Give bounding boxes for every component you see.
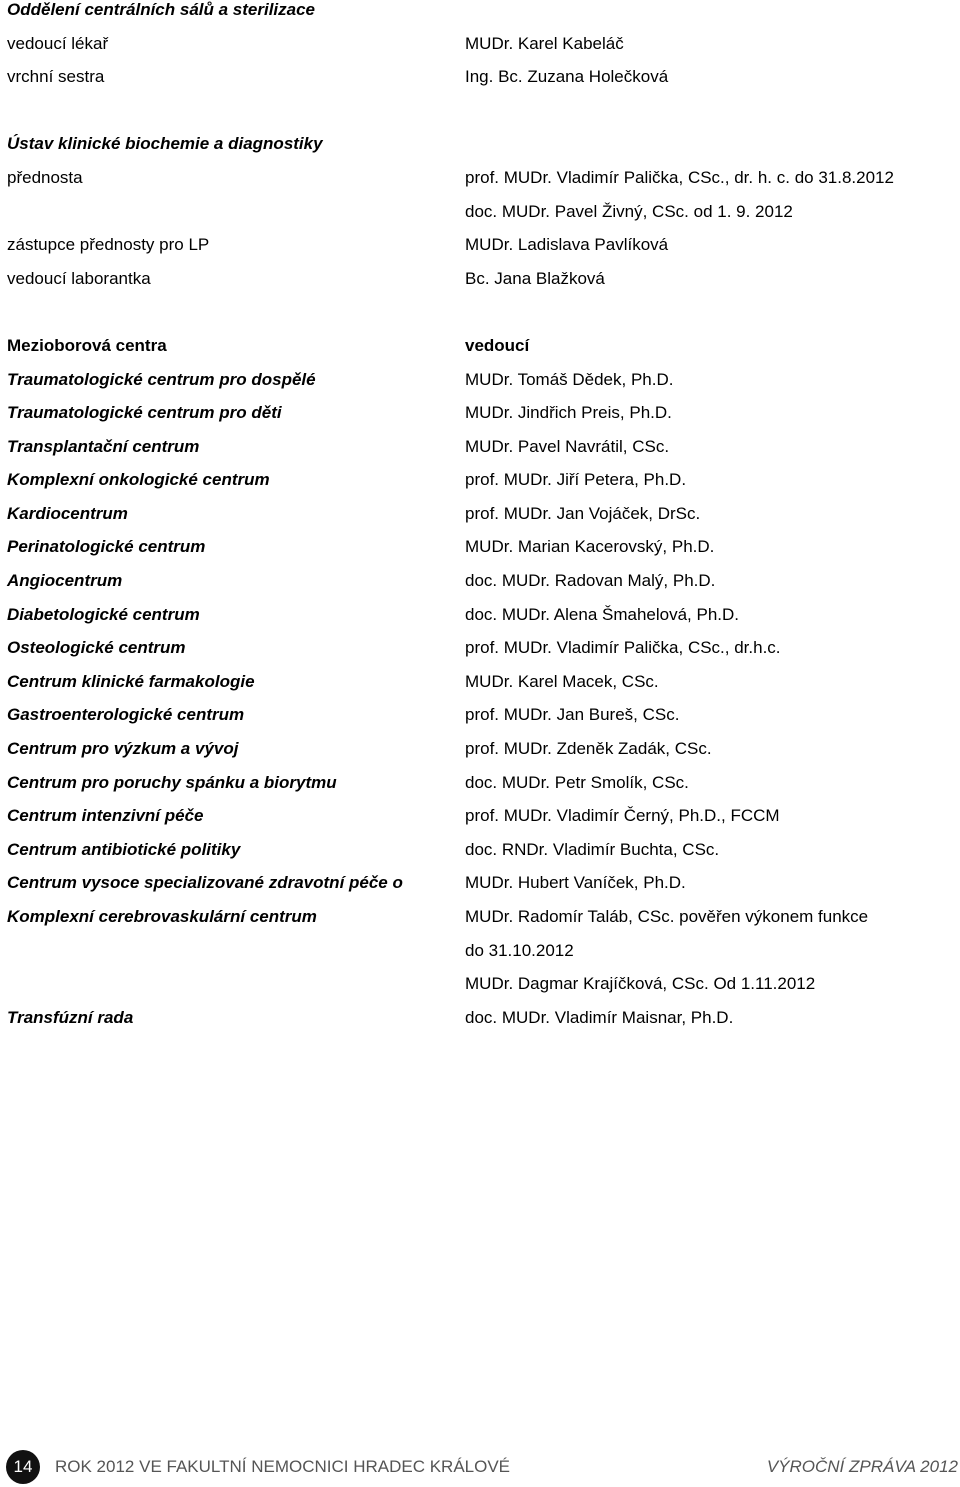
- center-head: MUDr. Tomáš Dědek, Ph.D.: [465, 370, 674, 389]
- footer-left-text: ROK 2012 VE FAKULTNÍ NEMOCNICI HRADEC KRÁLOVÉ: [55, 1457, 511, 1476]
- table-row: [0, 535, 960, 559]
- center-head: MUDr. Hubert Vaníček, Ph.D.: [465, 873, 686, 892]
- center-name: Komplexní onkologické centrum: [7, 470, 270, 489]
- center-head: MUDr. Karel Macek, CSc.: [465, 672, 659, 691]
- center-name: Perinatologické centrum: [7, 537, 206, 556]
- center-name: Traumatologické centrum pro dospělé: [7, 370, 316, 389]
- table-row: [0, 670, 960, 694]
- section-header: [0, 334, 960, 358]
- list-item: [0, 32, 960, 56]
- heads-column-header: vedoucí: [465, 336, 530, 355]
- center-head: MUDr. Dagmar Krajíčková, CSc. Od 1.11.2012: [465, 974, 816, 993]
- center-name: Centrum vysoce specializované zdravotní péče o: [7, 873, 403, 892]
- table-row: [0, 569, 960, 593]
- person-name: prof. MUDr. Vladimír Palička, CSc., dr. h. c. do 31.8.2012: [465, 168, 894, 187]
- center-head: prof. MUDr. Zdeněk Zadák, CSc.: [465, 739, 712, 758]
- table-row: [0, 804, 960, 828]
- footer-right-text: VÝROČNÍ ZPRÁVA 2012: [766, 1457, 958, 1476]
- table-row: [0, 468, 960, 492]
- center-name: Transfúzní rada: [7, 1008, 134, 1027]
- center-name: Centrum antibiotické politiky: [7, 840, 241, 859]
- center-head: doc. MUDr. Petr Smolík, CSc.: [465, 773, 689, 792]
- table-row: [0, 939, 960, 963]
- center-head: doc. MUDr. Vladimír Maisnar, Ph.D.: [465, 1008, 734, 1027]
- table-row: [0, 435, 960, 459]
- center-name: Traumatologické centrum pro děti: [7, 403, 282, 422]
- center-head: doc. MUDr. Radovan Malý, Ph.D.: [465, 571, 716, 590]
- center-name: Centrum klinické farmakologie: [7, 672, 255, 691]
- center-name: Diabetologické centrum: [7, 605, 200, 624]
- center-head: MUDr. Marian Kacerovský, Ph.D.: [465, 537, 715, 556]
- section2-title: Ústav klinické biochemie a diagnostiky: [7, 134, 323, 153]
- center-head: MUDr. Jindřich Preis, Ph.D.: [465, 403, 672, 422]
- center-head: do 31.10.2012: [465, 941, 574, 960]
- center-head: prof. MUDr. Jan Bureš, CSc.: [465, 705, 680, 724]
- table-row: [0, 636, 960, 660]
- list-item: [0, 65, 960, 89]
- center-head: prof. MUDr. Vladimír Černý, Ph.D., FCCM: [465, 806, 780, 825]
- center-name: Osteologické centrum: [7, 638, 186, 657]
- center-head: prof. MUDr. Vladimír Palička, CSc., dr.h.c.: [465, 638, 781, 657]
- center-name: Kardiocentrum: [7, 504, 128, 523]
- table-row: [0, 737, 960, 761]
- page-footer: [0, 1450, 960, 1484]
- list-item: [0, 267, 960, 291]
- center-name: Gastroenterologické centrum: [7, 705, 245, 724]
- section-title: [0, 0, 960, 22]
- table-row: [0, 1006, 960, 1030]
- table-row: [0, 603, 960, 627]
- person-name: MUDr. Ladislava Pavlíková: [465, 235, 669, 254]
- person-name: Ing. Bc. Zuzana Holečková: [465, 67, 669, 86]
- role-label: zástupce přednosty pro LP: [7, 235, 210, 254]
- center-name: Centrum pro poruchy spánku a biorytmu: [7, 773, 337, 792]
- center-head: doc. MUDr. Alena Šmahelová, Ph.D.: [465, 605, 740, 624]
- table-row: [0, 502, 960, 526]
- role-label: vedoucí lékař: [7, 34, 109, 53]
- role-label: vedoucí laborantka: [7, 269, 151, 288]
- list-item: [0, 200, 960, 224]
- centers-column-header: Mezioborová centra: [7, 336, 167, 355]
- role-label: přednosta: [7, 168, 83, 187]
- list-item: [0, 166, 960, 190]
- section-title: [0, 132, 960, 156]
- table-row: [0, 401, 960, 425]
- center-name: Angiocentrum: [7, 571, 123, 590]
- center-head: doc. RNDr. Vladimír Buchta, CSc.: [465, 840, 720, 859]
- table-row: [0, 771, 960, 795]
- table-row: [0, 871, 960, 895]
- page-number-badge: 14: [6, 1450, 40, 1484]
- person-name: doc. MUDr. Pavel Živný, CSc. od 1. 9. 2012: [465, 202, 793, 221]
- center-head: MUDr. Radomír Taláb, CSc. pověřen výkonem funkce: [465, 907, 869, 926]
- table-row: [0, 703, 960, 727]
- center-name: Transplantační centrum: [7, 437, 200, 456]
- center-head: prof. MUDr. Jan Vojáček, DrSc.: [465, 504, 701, 523]
- table-row: [0, 838, 960, 862]
- role-label: vrchní sestra: [7, 67, 105, 86]
- section1-title: Oddělení centrálních sálů a sterilizace: [7, 0, 316, 19]
- table-row: [0, 905, 960, 929]
- center-name: Centrum pro výzkum a vývoj: [7, 739, 239, 758]
- table-row: [0, 368, 960, 392]
- list-item: [0, 233, 960, 257]
- center-name: Komplexní cerebrovaskulární centrum: [7, 907, 317, 926]
- person-name: Bc. Jana Blažková: [465, 269, 605, 288]
- center-name: Centrum intenzivní péče: [7, 806, 204, 825]
- center-head: prof. MUDr. Jiří Petera, Ph.D.: [465, 470, 687, 489]
- center-head: MUDr. Pavel Navrátil, CSc.: [465, 437, 670, 456]
- person-name: MUDr. Karel Kabeláč: [465, 34, 624, 53]
- table-row: [0, 972, 960, 996]
